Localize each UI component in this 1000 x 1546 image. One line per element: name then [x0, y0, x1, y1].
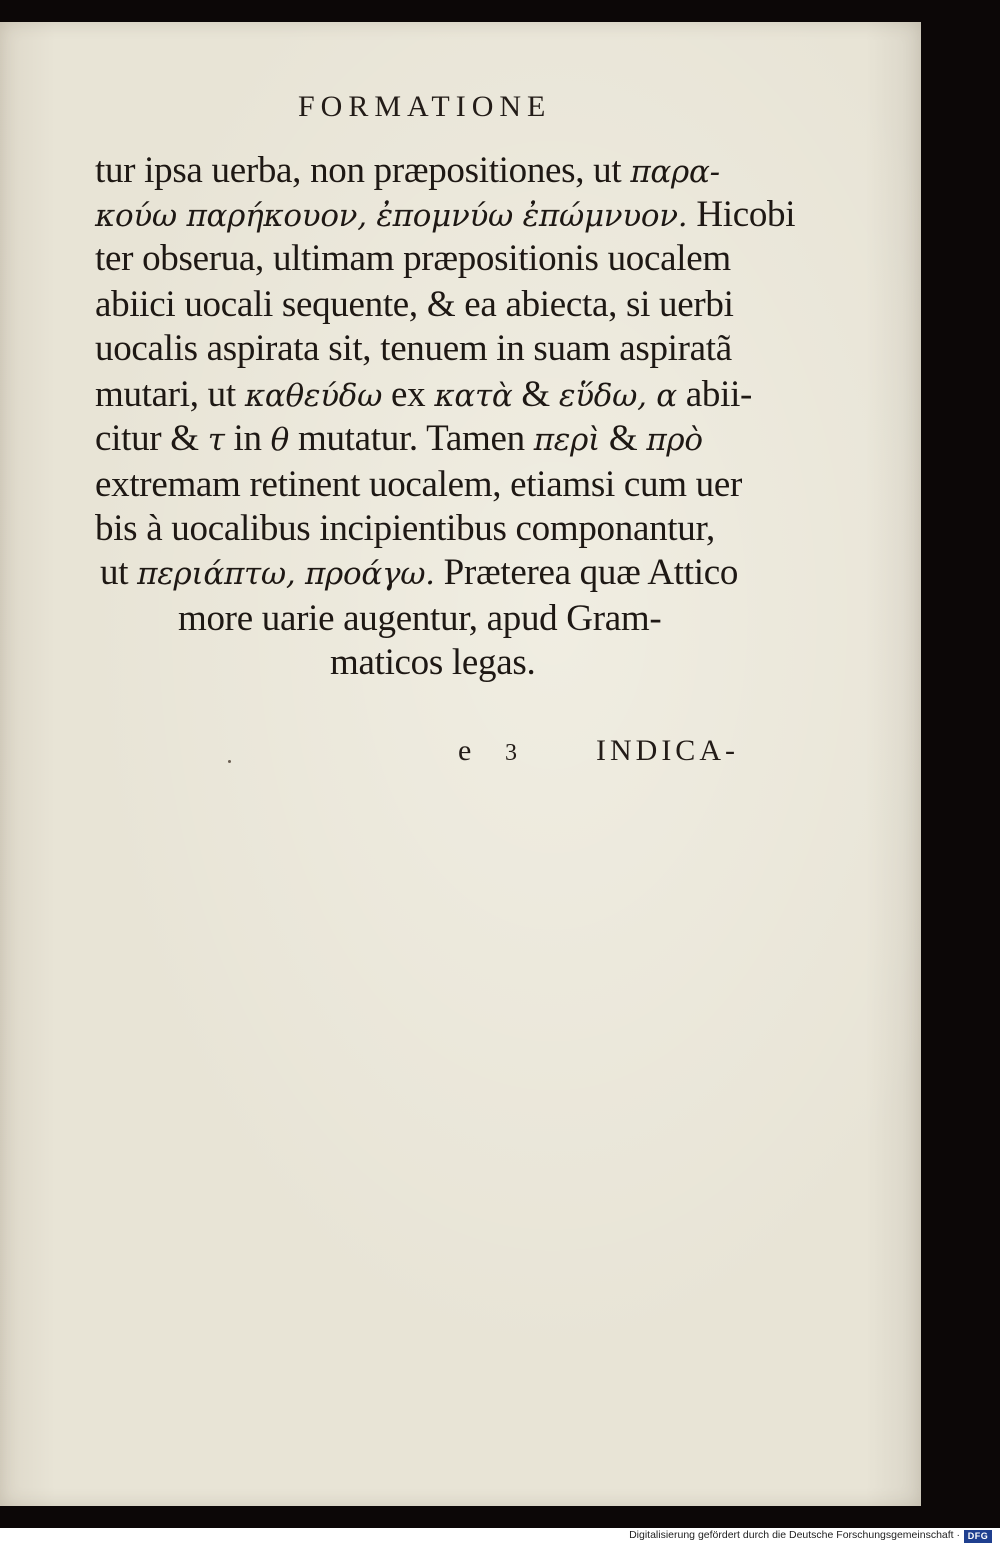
greek-text: πρὸ	[646, 422, 703, 458]
dfg-logo: DFG	[964, 1530, 992, 1543]
greek-text: κούω παρήκουον, ἐπομνύω ἐπώμνυον.	[95, 198, 688, 234]
latin-text: tur ipsa uerba, non præpositiones, ut	[95, 150, 631, 191]
text-line-5	[95, 327, 732, 370]
latin-text: maticos legas.	[330, 642, 536, 683]
latin-text: Hicobi	[687, 194, 796, 235]
latin-text: mutari, ut	[95, 374, 245, 415]
latin-text: ut	[100, 552, 138, 593]
latin-text: &	[512, 374, 559, 415]
latin-text: extremam retinent uocalem, etiamsi cum uer	[95, 464, 742, 505]
greek-text: καθεύδω	[244, 378, 383, 414]
digitization-credit: Digitalisierung gefördert durch die Deutsche Forschungsgemeinschaft ·	[629, 1529, 960, 1541]
greek-text: κατὰ	[434, 378, 513, 414]
latin-text: uocalis aspirata sit, tenuem in suam aspiratã	[95, 328, 732, 369]
text-line-7	[95, 417, 703, 460]
text-line-10	[100, 551, 738, 594]
greek-text: περὶ	[533, 422, 600, 458]
latin-text: bis à uocalibus incipientibus componantur,	[95, 508, 715, 549]
book-page	[0, 22, 921, 1506]
text-line-3	[95, 237, 731, 280]
text-line-2	[95, 193, 795, 236]
text-line-12	[330, 641, 535, 684]
text-line-9	[95, 507, 715, 550]
latin-text: mutatur. Tamen	[289, 418, 534, 459]
latin-text: citur &	[95, 418, 208, 459]
greek-text: τ	[207, 422, 225, 458]
latin-text: Præterea quæ Attico	[434, 552, 739, 593]
ink-speck	[228, 760, 231, 763]
greek-text: παρα-	[630, 154, 720, 190]
running-head: FORMATIONE	[298, 90, 552, 123]
latin-text: more uarie augentur, apud Gram-	[178, 598, 662, 639]
latin-text: in	[224, 418, 271, 459]
signature-mark: e	[458, 734, 472, 767]
text-line-8	[95, 463, 742, 506]
text-line-1	[95, 149, 720, 192]
signature-number: 3	[505, 740, 517, 766]
greek-text: θ	[270, 422, 290, 458]
greek-text: εὕδω, α	[558, 378, 677, 414]
latin-text: ter obserua, ultimam præpositionis uocalem	[95, 238, 731, 279]
latin-text: abiici uocali sequente, & ea abiecta, si uerbi	[95, 284, 734, 325]
catchword: INDICA-	[596, 734, 739, 767]
latin-text: ex	[382, 374, 435, 415]
greek-text: περιάπτω, προάγω.	[137, 556, 435, 592]
text-line-6	[95, 373, 752, 416]
latin-text: abii-	[676, 374, 753, 415]
latin-text: &	[599, 418, 647, 459]
text-line-4	[95, 283, 734, 326]
text-line-11	[178, 597, 661, 640]
